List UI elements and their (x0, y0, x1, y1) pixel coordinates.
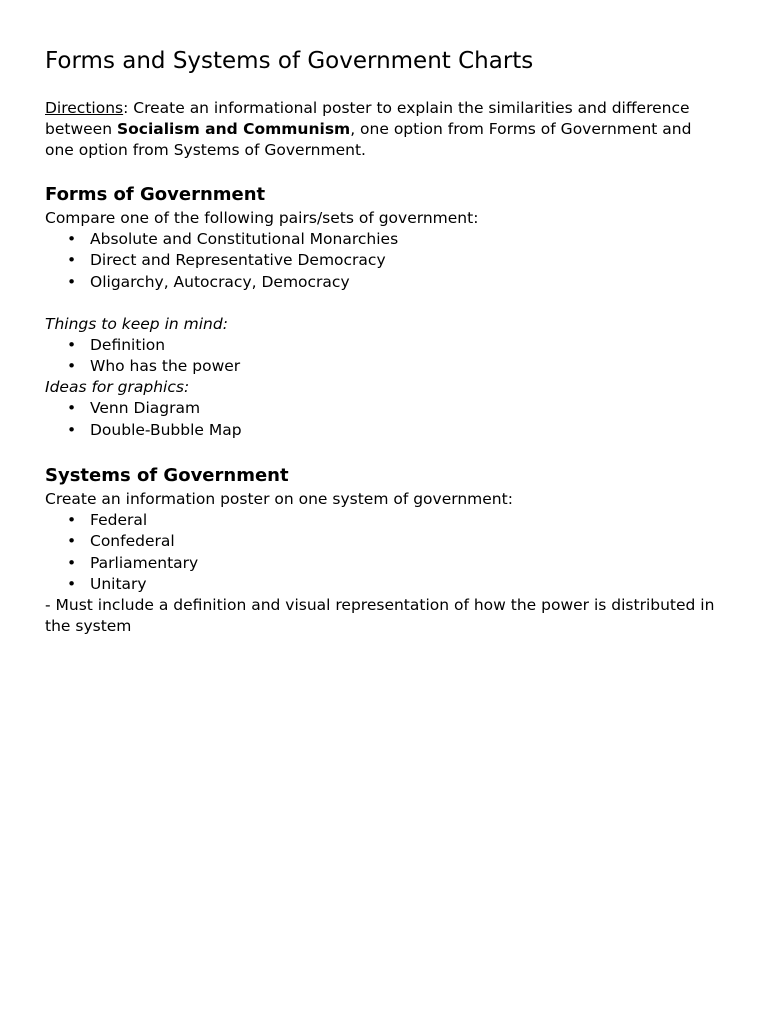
list-item-text: Federal (90, 511, 148, 530)
bullet-icon: • (67, 553, 77, 572)
bullet-icon: • (67, 272, 77, 291)
systems-heading: Systems of Government (45, 465, 289, 487)
list-item (45, 272, 725, 293)
forms-list (45, 229, 725, 293)
list-item (45, 510, 725, 531)
forms-heading: Forms of Government (45, 184, 266, 205)
bullet-icon: • (67, 251, 77, 270)
directions-bold-text: Socialism and Communism (116, 120, 351, 138)
directions-text-before: : Create an informational poster to explain the similarities and difference between (45, 99, 690, 138)
graphics-list (45, 398, 725, 441)
keep-in-mind-list (45, 335, 725, 378)
bullet-icon: • (67, 335, 77, 354)
list-item (45, 574, 725, 595)
list-item-text: Parliamentary (90, 553, 199, 572)
keep-in-mind-label: Things to keep in mind: (45, 314, 228, 333)
list-item (45, 335, 725, 356)
spacer (45, 293, 725, 314)
list-item (45, 553, 725, 574)
directions-label: Directions (45, 99, 124, 117)
bullet-icon: • (67, 532, 77, 551)
graphics-label: Ideas for graphics: (45, 378, 190, 397)
list-item (45, 420, 725, 441)
list-item (45, 398, 725, 419)
list-item-text: Definition (90, 335, 166, 354)
bullet-icon: • (67, 574, 77, 593)
bullet-icon: • (67, 420, 77, 439)
list-item-text: Absolute and Constitutional Monarchies (90, 230, 399, 248)
bullet-icon: • (67, 357, 77, 376)
list-item (45, 250, 725, 271)
document-title: Forms and Systems of Government Charts (45, 48, 534, 74)
list-item-text: Who has the power (90, 357, 241, 376)
list-item-text: Double-Bubble Map (90, 420, 242, 439)
systems-intro: Create an information poster on one system of government: (45, 490, 513, 509)
bullet-icon: • (67, 399, 77, 418)
list-item (45, 229, 725, 250)
list-item-text: Venn Diagram (90, 399, 201, 418)
systems-note: - Must include a definition and visual representation of how the power is distributed in the system (45, 596, 715, 636)
directions-text-after: , one option from Forms of Government and one option from Systems of Government. (45, 120, 692, 159)
list-item (45, 356, 725, 377)
systems-list (45, 510, 725, 595)
document-page (45, 44, 725, 637)
bullet-icon: • (67, 230, 77, 248)
list-item-text: Unitary (90, 574, 147, 593)
list-item-text: Oligarchy, Autocracy, Democracy (90, 272, 350, 291)
bullet-icon: • (67, 511, 77, 530)
list-item-text: Confederal (90, 532, 175, 551)
directions-paragraph (45, 98, 725, 161)
forms-intro: Compare one of the following pairs/sets of government: (45, 209, 479, 227)
list-item (45, 531, 725, 552)
list-item-text: Direct and Representative Democracy (90, 251, 386, 270)
